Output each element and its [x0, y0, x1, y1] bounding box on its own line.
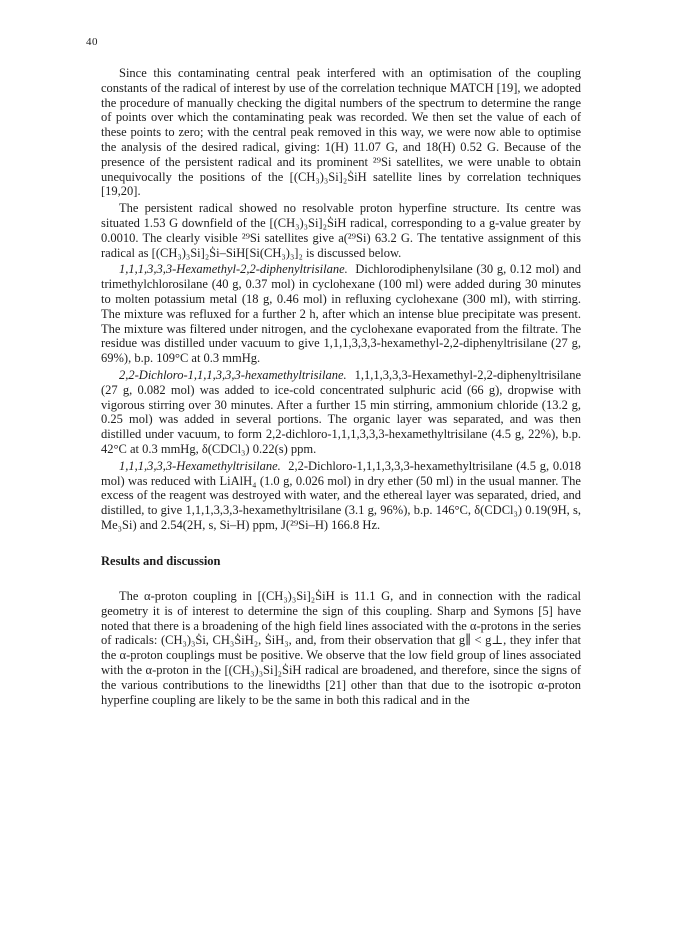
compound-title: 1,1,1,3,3,3-Hexamethyltrisilane. — [119, 458, 281, 473]
compound-title: 2,2-Dichloro-1,1,1,3,3,3-hexamethyltrisilane. — [119, 367, 347, 382]
paragraph — [101, 262, 581, 366]
paragraph: The persistent radical showed no resolvable proton hyperfine structure. Its centre was situated 1.53 G downfield of the [(CH₃)₃Si]₂ṠiH radical, corresponding to a g-value greater by 0.0010. The clearly visible ²⁹Si satellites give a(²⁹Si) 63.2 G. The tentative assignment of this radical as [(CH₃)₃Si]₂Ṡi–SiH[Si(CH₃)₃]₂ is discussed below. — [101, 201, 581, 260]
body-text — [101, 66, 581, 710]
paragraph: The α-proton coupling in [(CH₃)₃Si]₂ṠiH is 11.1 G, and in connection with the radical geometry it is of interest to determine the sign of this coupling. Sharp and Symons [5] have noted that there is a broadening of the high field lines associated with the α-protons in the series of radicals: (CH₃)₃Ṡi, CH₃ṠiH₂, ṠiH₃, and, from their observation that g∥ < g⊥, they infer that the α-proton couplings must be positive. We observe that the low field group of lines associated with the α-proton in the [(CH₃)₃Si]₂ṠiH radical are broadened, and therefore, since the signs of the various contributions to the linewidths [21] other than that due to the isotropic α-proton hyperfine coupling are likely to be the same in both this radical and in the — [101, 588, 581, 708]
paragraph: Since this contaminating central peak interfered with an optimisation of the coupling constants of the radical of interest by use of the correlation technique MATCH [19], we adopted the procedure of manually checking the digital numbers of the spectrum to determine the range of points over which the contaminating peak was recorded. We then set the value of each of these points to zero; with the central peak removed in this way, we were now able to optimise the analysis of the desired radical, giving: 1(H) 11.07 G, and 18(H) 0.52 G. Because of the presence of the persistent radical and its prominent ²⁹Si satellites, we were unable to obtain unequivocally the positions of the [(CH₃)₃Si]₂ṠiH satellite lines by correlation techniques [19,20]. — [101, 66, 581, 199]
compound-title: 1,1,1,3,3,3-Hexamethyl-2,2-diphenyltrisilane. — [119, 262, 348, 277]
paragraph — [101, 459, 581, 533]
section-heading: Results and discussion — [101, 553, 221, 568]
paragraph — [101, 368, 581, 457]
page-number: 40 — [86, 36, 98, 48]
results-section — [101, 554, 581, 708]
paragraph-text: 1,1,1,3,3,3-Hexamethyl-2,2-diphenyltrisilane (27 g, 0.082 mol) was added to ice-cold concentrated sulphuric acid (66 g), dropwise with vigorous stirring over 30 minutes. After a further 15 min stirring, ammonium chloride (13.2 g, 0.25 mol) was added in several portions. The organic layer was separated, and was then distilled under vacuum, to form 2,2-dichloro-1,1,1,3,3,3-hexamethyltrisilane (4.5 g, 22%), b.p. 42°C at 0.3 mmHg, δ(CDCl₃) 0.22(s) ppm. — [101, 367, 581, 456]
paragraph-text: 2,2-Dichloro-1,1,1,3,3,3-hexamethyltrisilane (4.5 g, 0.018 mol) was reduced with LiAlH₄ (1.0 g, 0.026 mol) in dry ether (50 ml) in the usual manner. The excess of the reagent was destroyed with water, and the ethereal layer was separated, dried, and distilled, to give 1,1,1,3,3,3-hexamethyltrisilane (3.1 g, 96%), b.p. 146°C, δ(CDCl₃) 0.19(9H, s, Me₃Si) and 2.54(2H, s, Si–H) ppm, J(²⁹Si–H) 166.8 Hz. — [101, 458, 581, 532]
paragraph-text: Dichlorodiphenylsilane (30 g, 0.12 mol) and trimethylchlorosilane (40 g, 0.37 mol) in cyclohexane (100 ml) were added during 30 minutes to molten potassium metal (18 g, 0.46 mol) in refluxing cyclohexane (300 ml), with stirring. The mixture was refluxed for a further 2 h, after which an intense blue precipitate was present. The mixture was filtered under nitrogen, and the cyclohexane evaporated from the filtrate. The residue was distilled under vacuum to give 1,1,1,3,3,3-hexamethyl-2,2-diphenyltrisilane (27 g, 69%), b.p. 109°C at 0.3 mmHg. — [101, 262, 582, 366]
